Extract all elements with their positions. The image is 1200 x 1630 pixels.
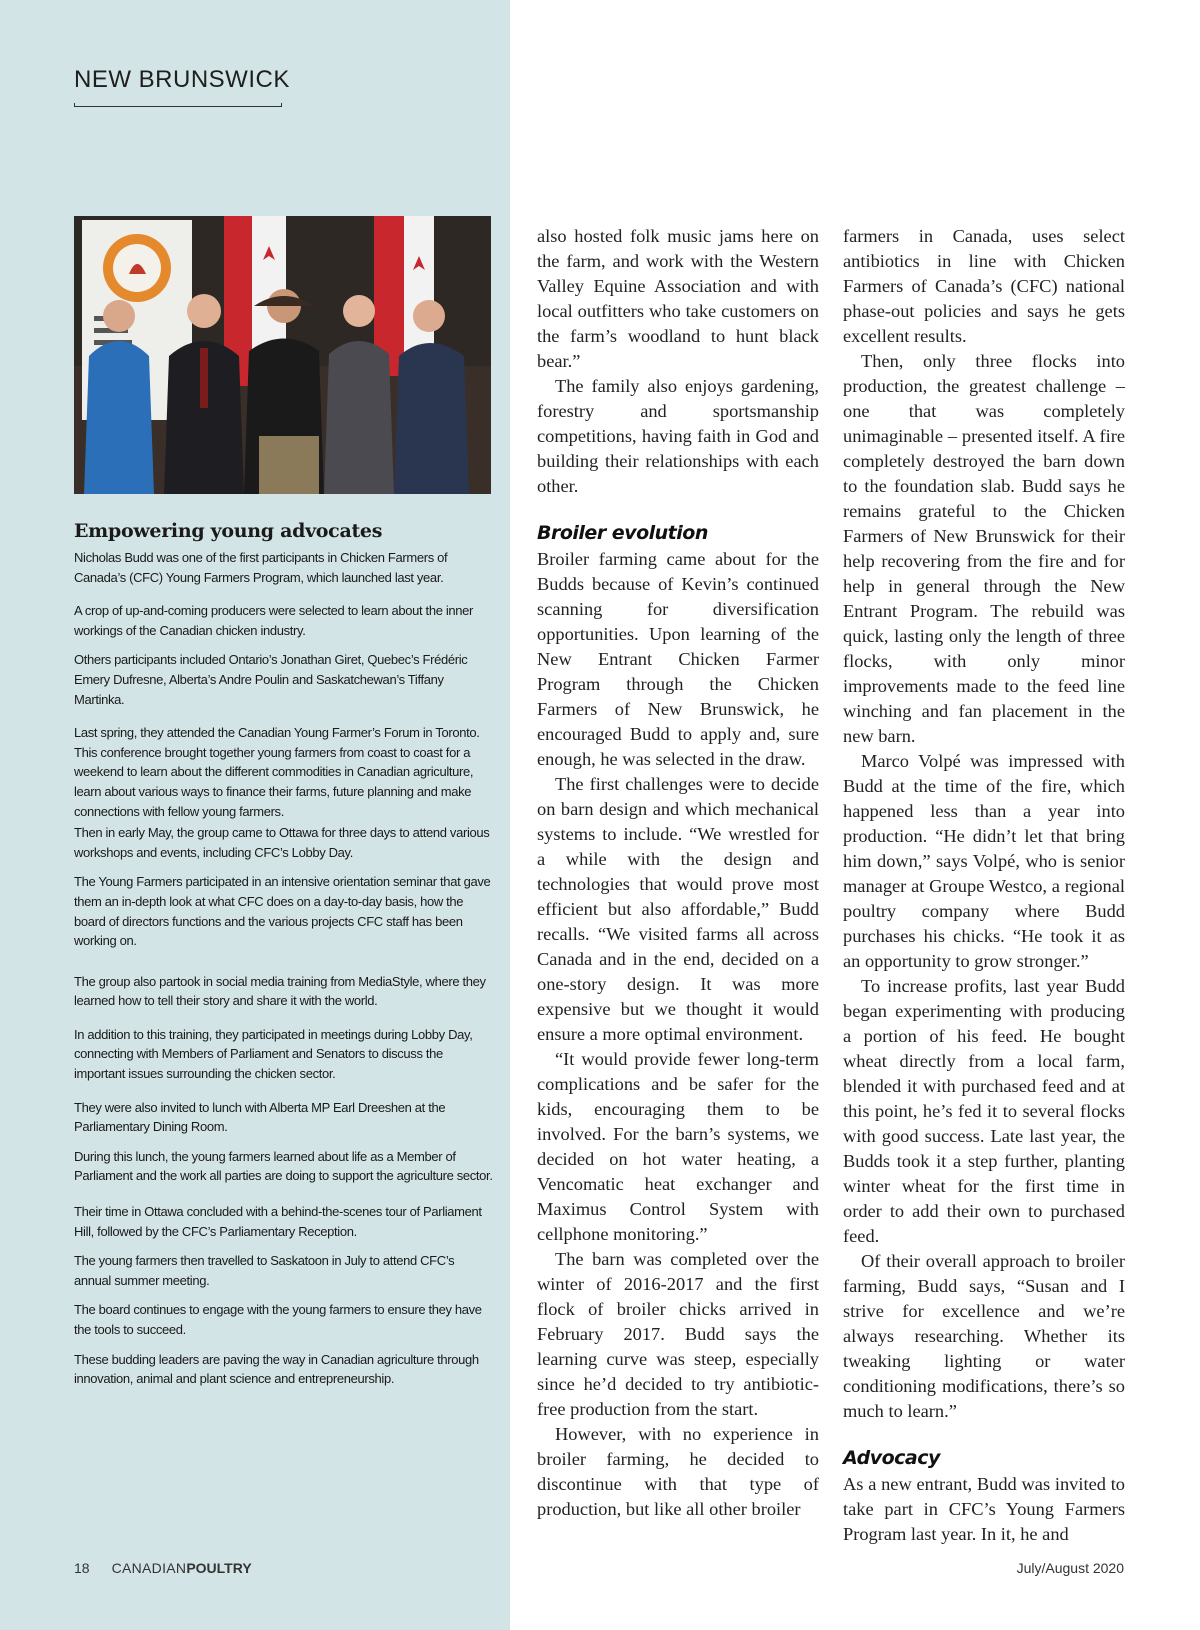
article-paragraph: As a new entrant, Budd was invited to take part in CFC’s Young Farmers Program last year. In it, he and <box>843 1474 1125 1544</box>
article-paragraph: farmers in Canada, uses select antibiotics in line with Chicken Farmers of Canada’s (CFC) national phase-out policies and says he gets excellent results. <box>843 226 1125 346</box>
magazine-name-part1: CANADIAN <box>111 1560 187 1576</box>
sidebar-article <box>74 520 494 1389</box>
article-paragraph: Then, only three flocks into production, the greatest challenge – one that was completely unimaginable – presented itself. A fire completely destroyed the barn down to the foundation slab. Budd says he remains grateful to the Chicken Farmers of New Brunswick for their help recovering from the fire and for help in general through the New Entrant Program. The rebuild was quick, lasting only the length of three flocks, with only minor improvements made to the feed line winching and fan placement in the new barn. <box>843 351 1125 746</box>
footer-folio <box>74 1560 252 1576</box>
sidebar-paragraph: Their time in Ottawa concluded with a behind-the-scenes tour of Parliament Hill, followed by the CFC’s Parliamentary Reception. <box>74 1204 482 1239</box>
sidebar-paragraph: A crop of up-and-coming producers were selected to learn about the inner workings of the Canadian chicken industry. <box>74 603 473 638</box>
sidebar-paragraph: Nicholas Budd was one of the first participants in Chicken Farmers of Canada’s (CFC) Young Farmers Program, which launched last year. <box>74 550 448 585</box>
sidebar-paragraph: In addition to this training, they participated in meetings during Lobby Day, connecting with Members of Parliament and Senators to discuss the important issues surrounding the chicken sector. <box>74 1026 473 1082</box>
article-paragraph: The barn was completed over the winter of 2016-2017 and the first flock of broiler chicks arrived in February 2017. Budd says the learning curve was steep, especially since he’d decided to try antibiotic-free production from the start. <box>537 1249 819 1419</box>
article-paragraph: To increase profits, last year Budd began experimenting with producing a portion of his feed. He bought wheat directly from a local farm, blended it with purchased feed and at this point, he’s fed it to several flocks with good success. Late last year, the Budds took it a step further, planting winter wheat for the first time in order to add their own to purchased feed. <box>843 976 1125 1246</box>
magazine-name-part2: POULTRY <box>186 1560 252 1576</box>
article-paragraph: Broiler farming came about for the Budds because of Kevin’s continued scanning for diversification opportunities. Upon learning of the New Entrant Chicken Farmer Program through the Chicken Farmers of New Brunswick, he encouraged Budd to apply and, sure enough, he was selected in the draw. <box>537 549 819 769</box>
subhead-advocacy: Advocacy <box>843 1447 940 1469</box>
page-number: 18 <box>74 1560 90 1576</box>
sidebar-heading: Empowering young advocates <box>74 520 383 542</box>
sidebar-paragraph: The board continues to engage with the young farmers to ensure they have the tools to succeed. <box>74 1302 482 1337</box>
sidebar-paragraph: They were also invited to lunch with Alberta MP Earl Dreeshen at the Parliamentary Dining Room. <box>74 1099 446 1135</box>
article-column-2 <box>843 224 1125 1547</box>
sidebar-paragraph: The group also partook in social media training from MediaStyle, where they learned how to tell their story and share it with the world. <box>74 973 486 1009</box>
section-rule <box>74 106 282 107</box>
article-paragraph: Marco Volpé was impressed with Budd at the time of the fire, which happened less than a year into production. “He didn’t let that bring him down,” says Volpé, who is senior manager at Groupe Westco, a regional poultry company where Budd purchases his chicks. “He took it as an opportunity to grow stronger.” <box>843 751 1125 971</box>
photo-illustration <box>74 216 491 494</box>
sidebar-paragraph: Others participants included Ontario’s Jonathan Giret, Quebec’s Frédéric Emery Dufresne, Alberta’s Andre Poulin and Saskatchewan’s Tiffany Martinka. <box>74 652 468 707</box>
sidebar-paragraph: Then in early May, the group came to Ottawa for three days to attend various workshops and events, including CFC’s Lobby Day. <box>74 825 490 860</box>
subhead-broiler-evolution: Broiler evolution <box>537 522 708 544</box>
sidebar-paragraph: These budding leaders are paving the way in Canadian agriculture through innovation, animal and plant science and entrepreneurship. <box>74 1351 479 1387</box>
article-paragraph: Of their overall approach to broiler farming, Budd says, “Susan and I strive for excellence and we’re always researching. Whether its tweaking lighting or water conditioning modifications, there’s so much to learn.” <box>843 1251 1125 1421</box>
article-paragraph: The family also enjoys gardening, forestry and sportsmanship competitions, having faith in God and building their relationships with each other. <box>537 376 819 496</box>
article-paragraph: The first challenges were to decide on barn design and which mechanical systems to include. “We wrestled for a while with the design and technologies that would prove most efficient but also affordable,” Budd recalls. “We visited farms all across Canada and in the end, decided on a one-story design. It was more expensive but we thought it would ensure a more optimal environment. <box>537 774 819 1044</box>
group-photo <box>74 216 491 494</box>
article-paragraph: “It would provide fewer long-term complications and be safer for the kids, encouraging them to be involved. For the barn’s systems, we decided on hot water heating, a Vencomatic heat exchanger and Maximus Control System with cellphone monitoring.” <box>537 1049 819 1244</box>
section-label: NEW BRUNSWICK <box>74 66 290 93</box>
sidebar-paragraph: The young farmers then travelled to Saskatoon in July to attend CFC’s annual summer meeting. <box>74 1253 455 1288</box>
sidebar-paragraph: During this lunch, the young farmers learned about life as a Member of Parliament and the work all parties are doing to support the agriculture sector. <box>74 1148 493 1184</box>
sidebar-paragraph: The Young Farmers participated in an intensive orientation seminar that gave them an in-depth look at what CFC does on a day-to-day basis, how the board of directors functions and the various projects CFC staff has been working on. <box>74 874 491 949</box>
sidebar-paragraph: Last spring, they attended the Canadian Young Farmer’s Forum in Toronto. This conference brought together young farmers from coast to coast for a weekend to learn about the different commodities in Canadian agriculture, learn about various ways to finance their farms, future planning and make connections with fellow young farmers. <box>74 725 480 819</box>
article-paragraph: also hosted folk music jams here on the farm, and work with the Western Valley Equine Association and with local outfitters who take customers on the farm’s woodland to hunt black bear.” <box>537 226 819 371</box>
article-column-1 <box>537 224 819 1522</box>
article-paragraph: However, with no experience in broiler farming, he decided to discontinue with that type of production, but like all other broiler <box>537 1424 819 1519</box>
issue-date: July/August 2020 <box>1016 1560 1124 1576</box>
